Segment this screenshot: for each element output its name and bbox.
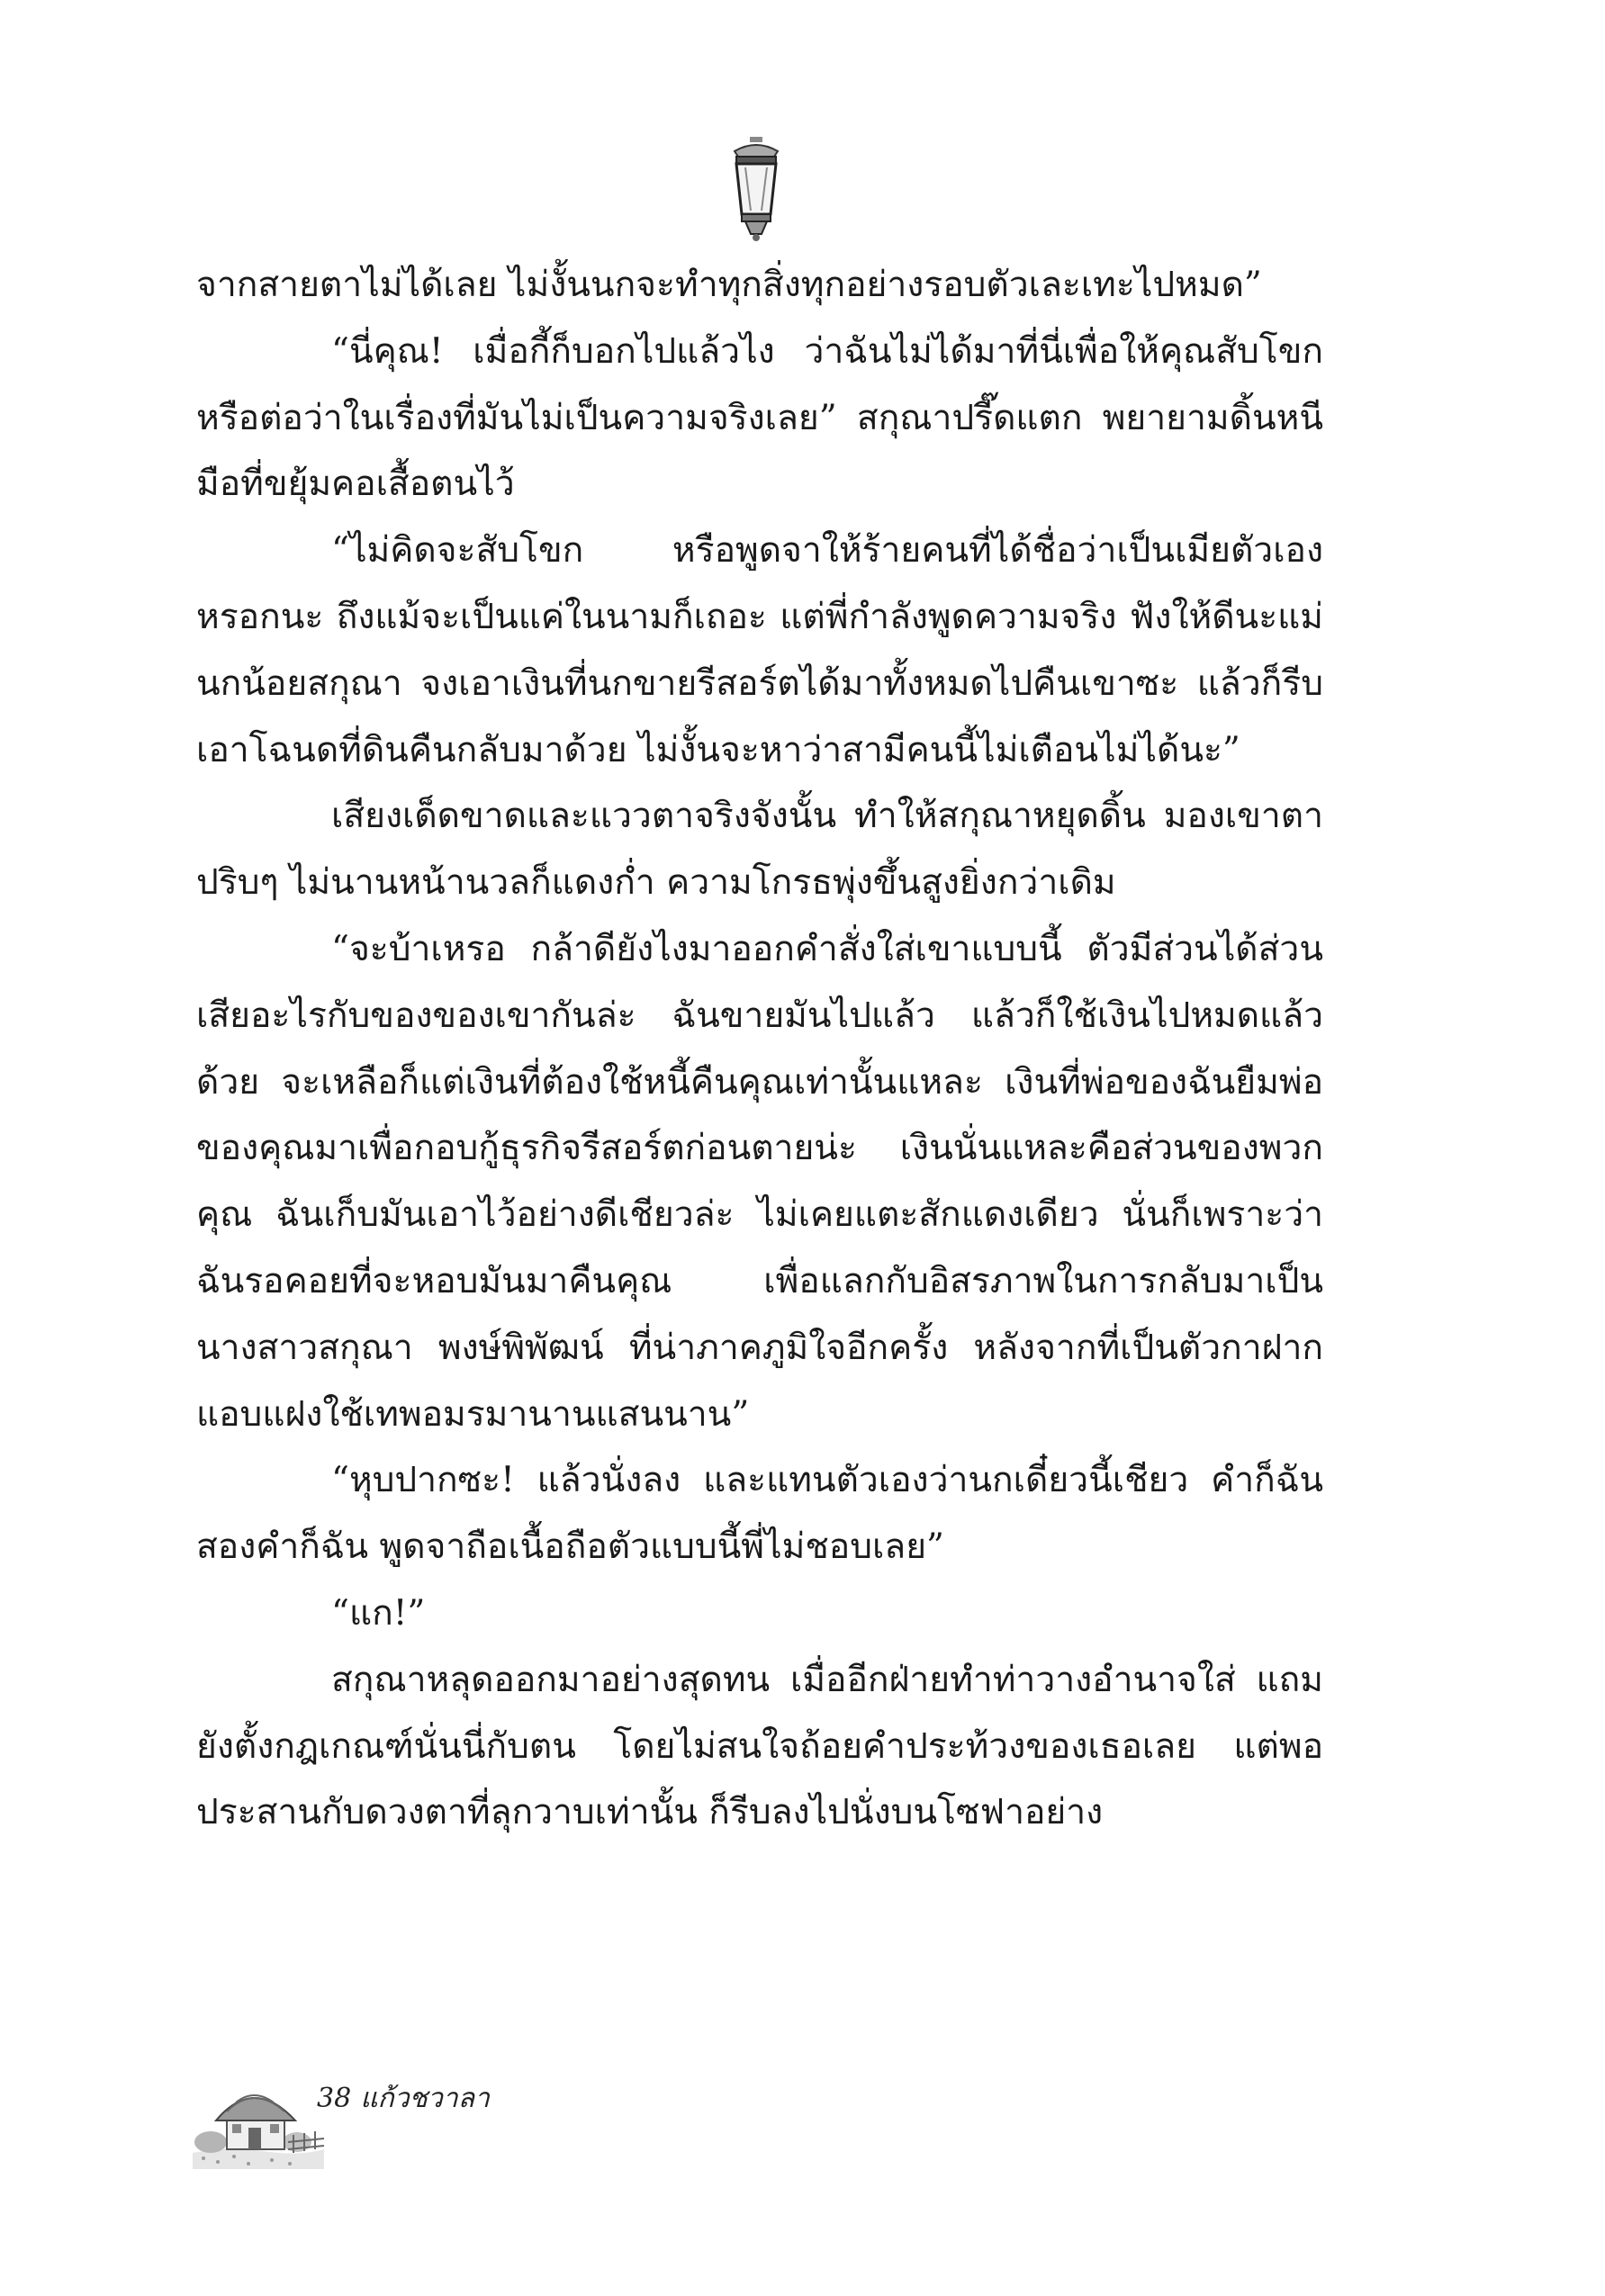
house-icon [191,2070,326,2169]
paragraph-4: เสียงเด็ดขาดและแววตาจริงจังนั้น ทำให้สกุณาหยุดดิ้น มองเขาตาปริบๆ ไม่นานหน้านวลก็แดงก่ำ ความโกรธพุ่งขึ้นสูงยิ่งกว่าเดิม [196,796,1323,904]
page-number: 38 [317,2083,352,2114]
paragraph-5: “จะบ้าเหรอ กล้าดียังไงมาออกคำสั่งใส่เขาแบบนี้ ตัวมีส่วนได้ส่วนเสียอะไรกับของของเขากันล่ะ ฉันขายมันไปแล้ว แล้วก็ใช้เงินไปหมดแล้วด้วย จะเหลือก็แต่เงินที่ต้องใช้หนี้คืนคุณเท่านั้นแหละ เงินที่พ่อของฉันยืมพ่อของคุณมาเพื่อกอบกู้ธุรกิจรีสอร์ตก่อนตายน่ะ เงินนั่นแหละคือส่วนของพวกคุณ ฉันเก็บมันเอาไว้อย่างดีเชียวล่ะ ไม่เคยแตะสักแดงเดียว นั่นก็เพราะว่าฉันรอคอยที่จะหอบมันมาคืนคุณ เพื่อแลกกับอิสรภาพในการกลับมาเป็นนางสาวสกุณา พงษ์พิพัฒน์ ที่น่าภาคภูมิใจอีกครั้ง หลังจากที่เป็นตัวกาฝากแอบแฝงใช้เทพอมรมานานแสนนาน” [196,928,1323,1435]
paragraph-6: “หุบปากซะ! แล้วนั่งลง และแทนตัวเองว่านกเดี๋ยวนี้เชียว คำก็ฉันสองคำก็ฉัน พูดจาถือเนื้อถือตัวแบบนี้พี่ไม่ชอบเลย” [196,1460,1323,1568]
page-footer [191,2070,569,2169]
footer-text [317,2077,490,2120]
lantern-icon [726,135,787,243]
paragraph-8: สกุณาหลุดออกมาอย่างสุดทน เมื่ออีกฝ่ายทำท่าวางอำนาจใส่ แถมยังตั้งกฎเกณฑ์นั่นนี่กับตน โดยไม่สนใจถ้อยคำประท้วงของเธอเลย แต่พอประสานกับดวงตาที่ลุกวาบเท่านั้น ก็รีบลงไปนั่งบนโซฟาอย่าง [196,1659,1323,1833]
paragraph-3: “ไม่คิดจะสับโขก หรือพูดจาให้ร้ายคนที่ได้ชื่อว่าเป็นเมียตัวเองหรอกนะ ถึงแม้จะเป็นแค่ในนามก็เถอะ แต่พี่กำลังพูดความจริง ฟังให้ดีนะแม่นกน้อยสกุณา จงเอาเงินที่นกขายรีสอร์ตได้มาทั้งหมดไปคืนเขาซะ แล้วก็รีบเอาโฉนดที่ดินคืนกลับมาด้วย ไม่งั้นจะหาว่าสามีคนนี้ไม่เตือนไม่ได้นะ” [196,530,1323,770]
book-title: แก้วชวาลา [360,2083,490,2114]
body-text [196,252,1323,1846]
paragraph-2: “นี่คุณ! เมื่อกี้ก็บอกไปแล้วไง ว่าฉันไม่ได้มาที่นี่เพื่อให้คุณสับโขก หรือต่อว่าในเรื่องที่มันไม่เป็นความจริงเลย” สกุณาปรี๊ดแตก พยายามดิ้นหนีมือที่ขยุ้มคอเสื้อตนไว้ [196,330,1323,505]
paragraph-1: จากสายตาไม่ได้เลย ไม่งั้นนกจะทำทุกสิ่งทุกอย่างรอบตัวเละเทะไปหมด” [196,265,1262,305]
paragraph-7: “แก!” [331,1592,426,1634]
